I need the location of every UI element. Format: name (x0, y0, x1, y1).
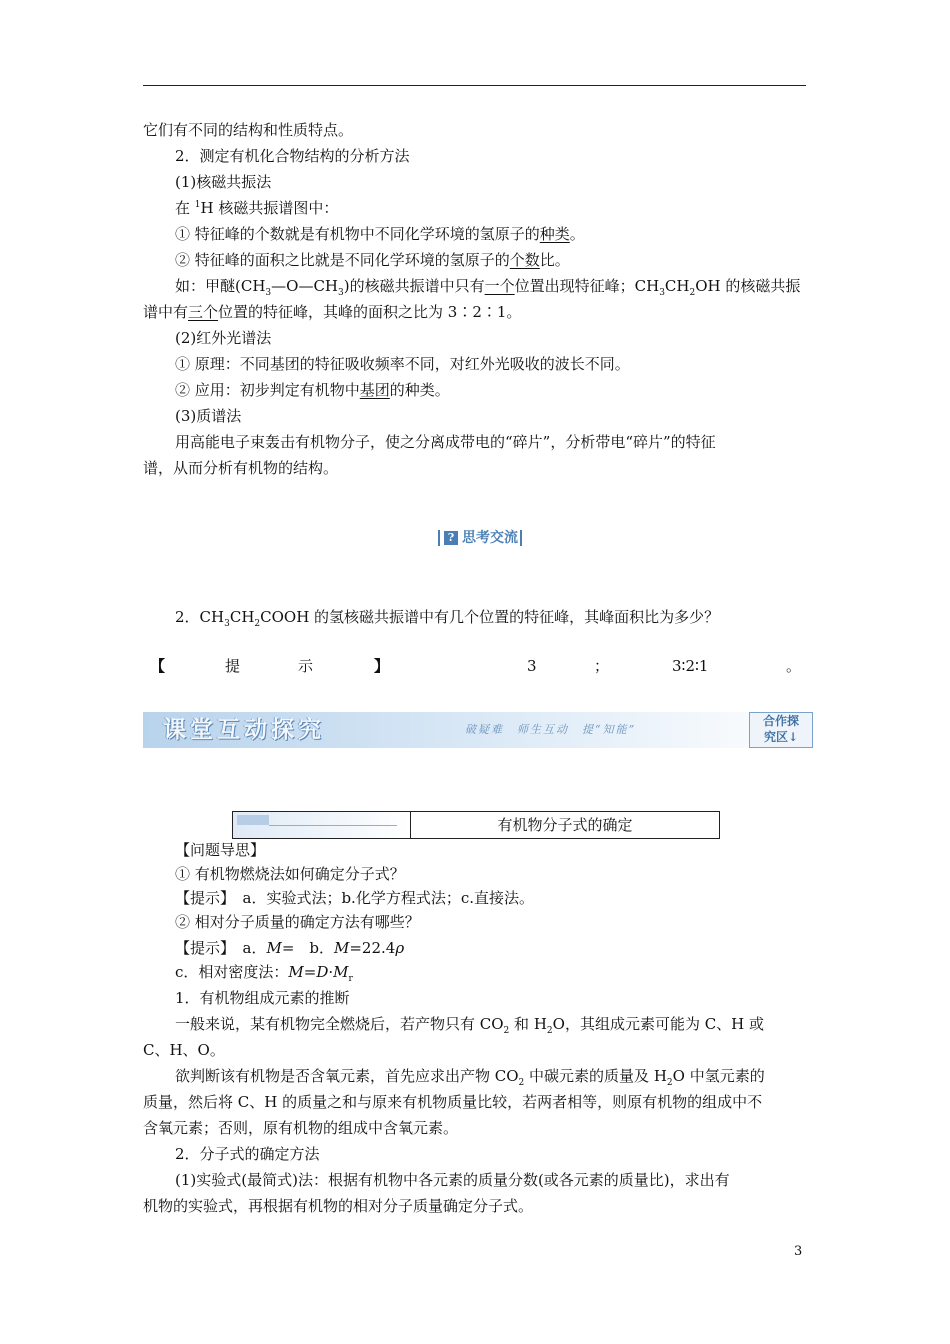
paragraph-line: (1)实验式(最简式)法：根据有机物中各元素的质量分数(或各元素的质量比)，求出有 (175, 1171, 730, 1189)
guide-question: ② 相对分子质量的确定方法有哪些？ (175, 913, 420, 931)
guide-heading: 【问题导思】 (175, 841, 266, 859)
guide-hint: 【提示】 a．M= b．M=22.4ρ (175, 939, 405, 957)
paragraph-line: 谱，从而分析有机物的结构。 (143, 459, 339, 477)
divider (438, 530, 440, 546)
page-number: 3 (794, 1244, 803, 1259)
question-text: 2．$CH_3CH_2COOH$ 的氢核磁共振谱中有几个位置的特征峰，其峰面积比为多少？ (175, 608, 720, 629)
think-exchange-text: 思考交流 (462, 530, 518, 546)
hint-label: 提 (225, 657, 241, 675)
paragraph-line: C、H、O。 (143, 1041, 225, 1059)
paragraph-line: 含氧元素；否则，原有机物的组成中含氧元素。 (143, 1119, 459, 1137)
header-rule (143, 85, 806, 86)
banner-tag-line: 究区↓ (763, 730, 799, 744)
paragraph-line: ② 应用：初步判定有机物中基团的种类。 (175, 381, 450, 399)
paragraph-line: 机物的实验式，再根据有机物的相对分子质量确定分子式。 (143, 1197, 534, 1215)
paragraph-line: 一般来说，某有机物完全燃烧后，若产物只有 $CO_2$ 和 $H_2O$，其组成元素可能为 C、H 或 (175, 1015, 765, 1036)
hint-label: 示 (298, 657, 314, 675)
paragraph-line: ① 原理：不同基团的特征吸收频率不同，对红外光吸收的波长不同。 (175, 355, 630, 373)
subsection-heading: (2)红外光谱法 (175, 329, 272, 347)
paragraph-line: 用高能电子束轰击有机物分子，使之分离成带电的“碎片”，分析带电“碎片”的特征 (175, 433, 716, 451)
paragraph-line: 它们有不同的结构和性质特点。 (143, 121, 354, 139)
hint-bracket-left: 【 (150, 657, 166, 675)
paragraph-line: 谱中有三个位置的特征峰，其峰的面积之比为 3∶2∶1。 (143, 303, 522, 321)
banner-tag-line: 合作探 (762, 714, 799, 728)
section-banner (143, 712, 813, 748)
guide-hint: c．相对密度法：$M=D\cdot M_r$ (175, 963, 353, 984)
topic-box (232, 811, 720, 839)
paragraph-line: 欲判断该有机物是否含氧元素，首先应求出产物 $CO_2$ 中碳元素的质量及 $H_2O$ 中氢元素的 (175, 1067, 765, 1088)
paragraph-line: ① 特征峰的个数就是有机物中不同化学环境的氢原子的种类。 (175, 225, 585, 243)
topic-decoration (233, 812, 411, 838)
guide-hint: 【提示】 a．实验式法；b.化学方程式法；c.直接法。 (175, 889, 534, 907)
section-heading: 2．分子式的确定方法 (175, 1145, 320, 1163)
hint-answer: 3∶2∶1 (672, 657, 709, 675)
topic-chip (237, 815, 269, 825)
arrow-icon (269, 825, 397, 826)
topic-title: 有机物分子式的确定 (497, 816, 633, 834)
question-icon: ? (444, 531, 458, 545)
paragraph-line: 在 $^1$H 核磁共振谱图中： (175, 199, 339, 217)
paragraph-line: 质量，然后将 C、H 的质量之和与原来有机物质量比较，若两者相等，则原有机物的组成中不 (143, 1093, 763, 1111)
section-heading: 1．有机物组成元素的推断 (175, 989, 350, 1007)
section-heading: 2．测定有机化合物结构的分析方法 (175, 147, 410, 165)
banner-tag (749, 712, 813, 748)
subsection-heading: (1)核磁共振法 (175, 173, 272, 191)
subsection-heading: (3)质谱法 (175, 407, 242, 425)
hint-answer: 3 (527, 657, 537, 675)
banner-title: 课堂互动探究 (163, 716, 325, 743)
paragraph-line: 如：甲醚$(CH_3—O—CH_3)$的核磁共振谱中只有一个位置出现特征峰；$CH_3CH_2OH$ 的核磁共振 (175, 277, 801, 298)
hint-separator: ； (594, 657, 610, 675)
paragraph-line: ② 特征峰的面积之比就是不同化学环境的氢原子的个数比。 (175, 251, 570, 269)
hint-bracket-right: 】 (374, 657, 390, 675)
guide-question: ① 有机物燃烧法如何确定分子式？ (175, 865, 405, 883)
think-exchange-label (436, 528, 524, 548)
divider (520, 530, 522, 546)
banner-subtitle: 破疑难 师生互动 提“知能” (465, 723, 637, 736)
hint-period: 。 (786, 657, 802, 675)
